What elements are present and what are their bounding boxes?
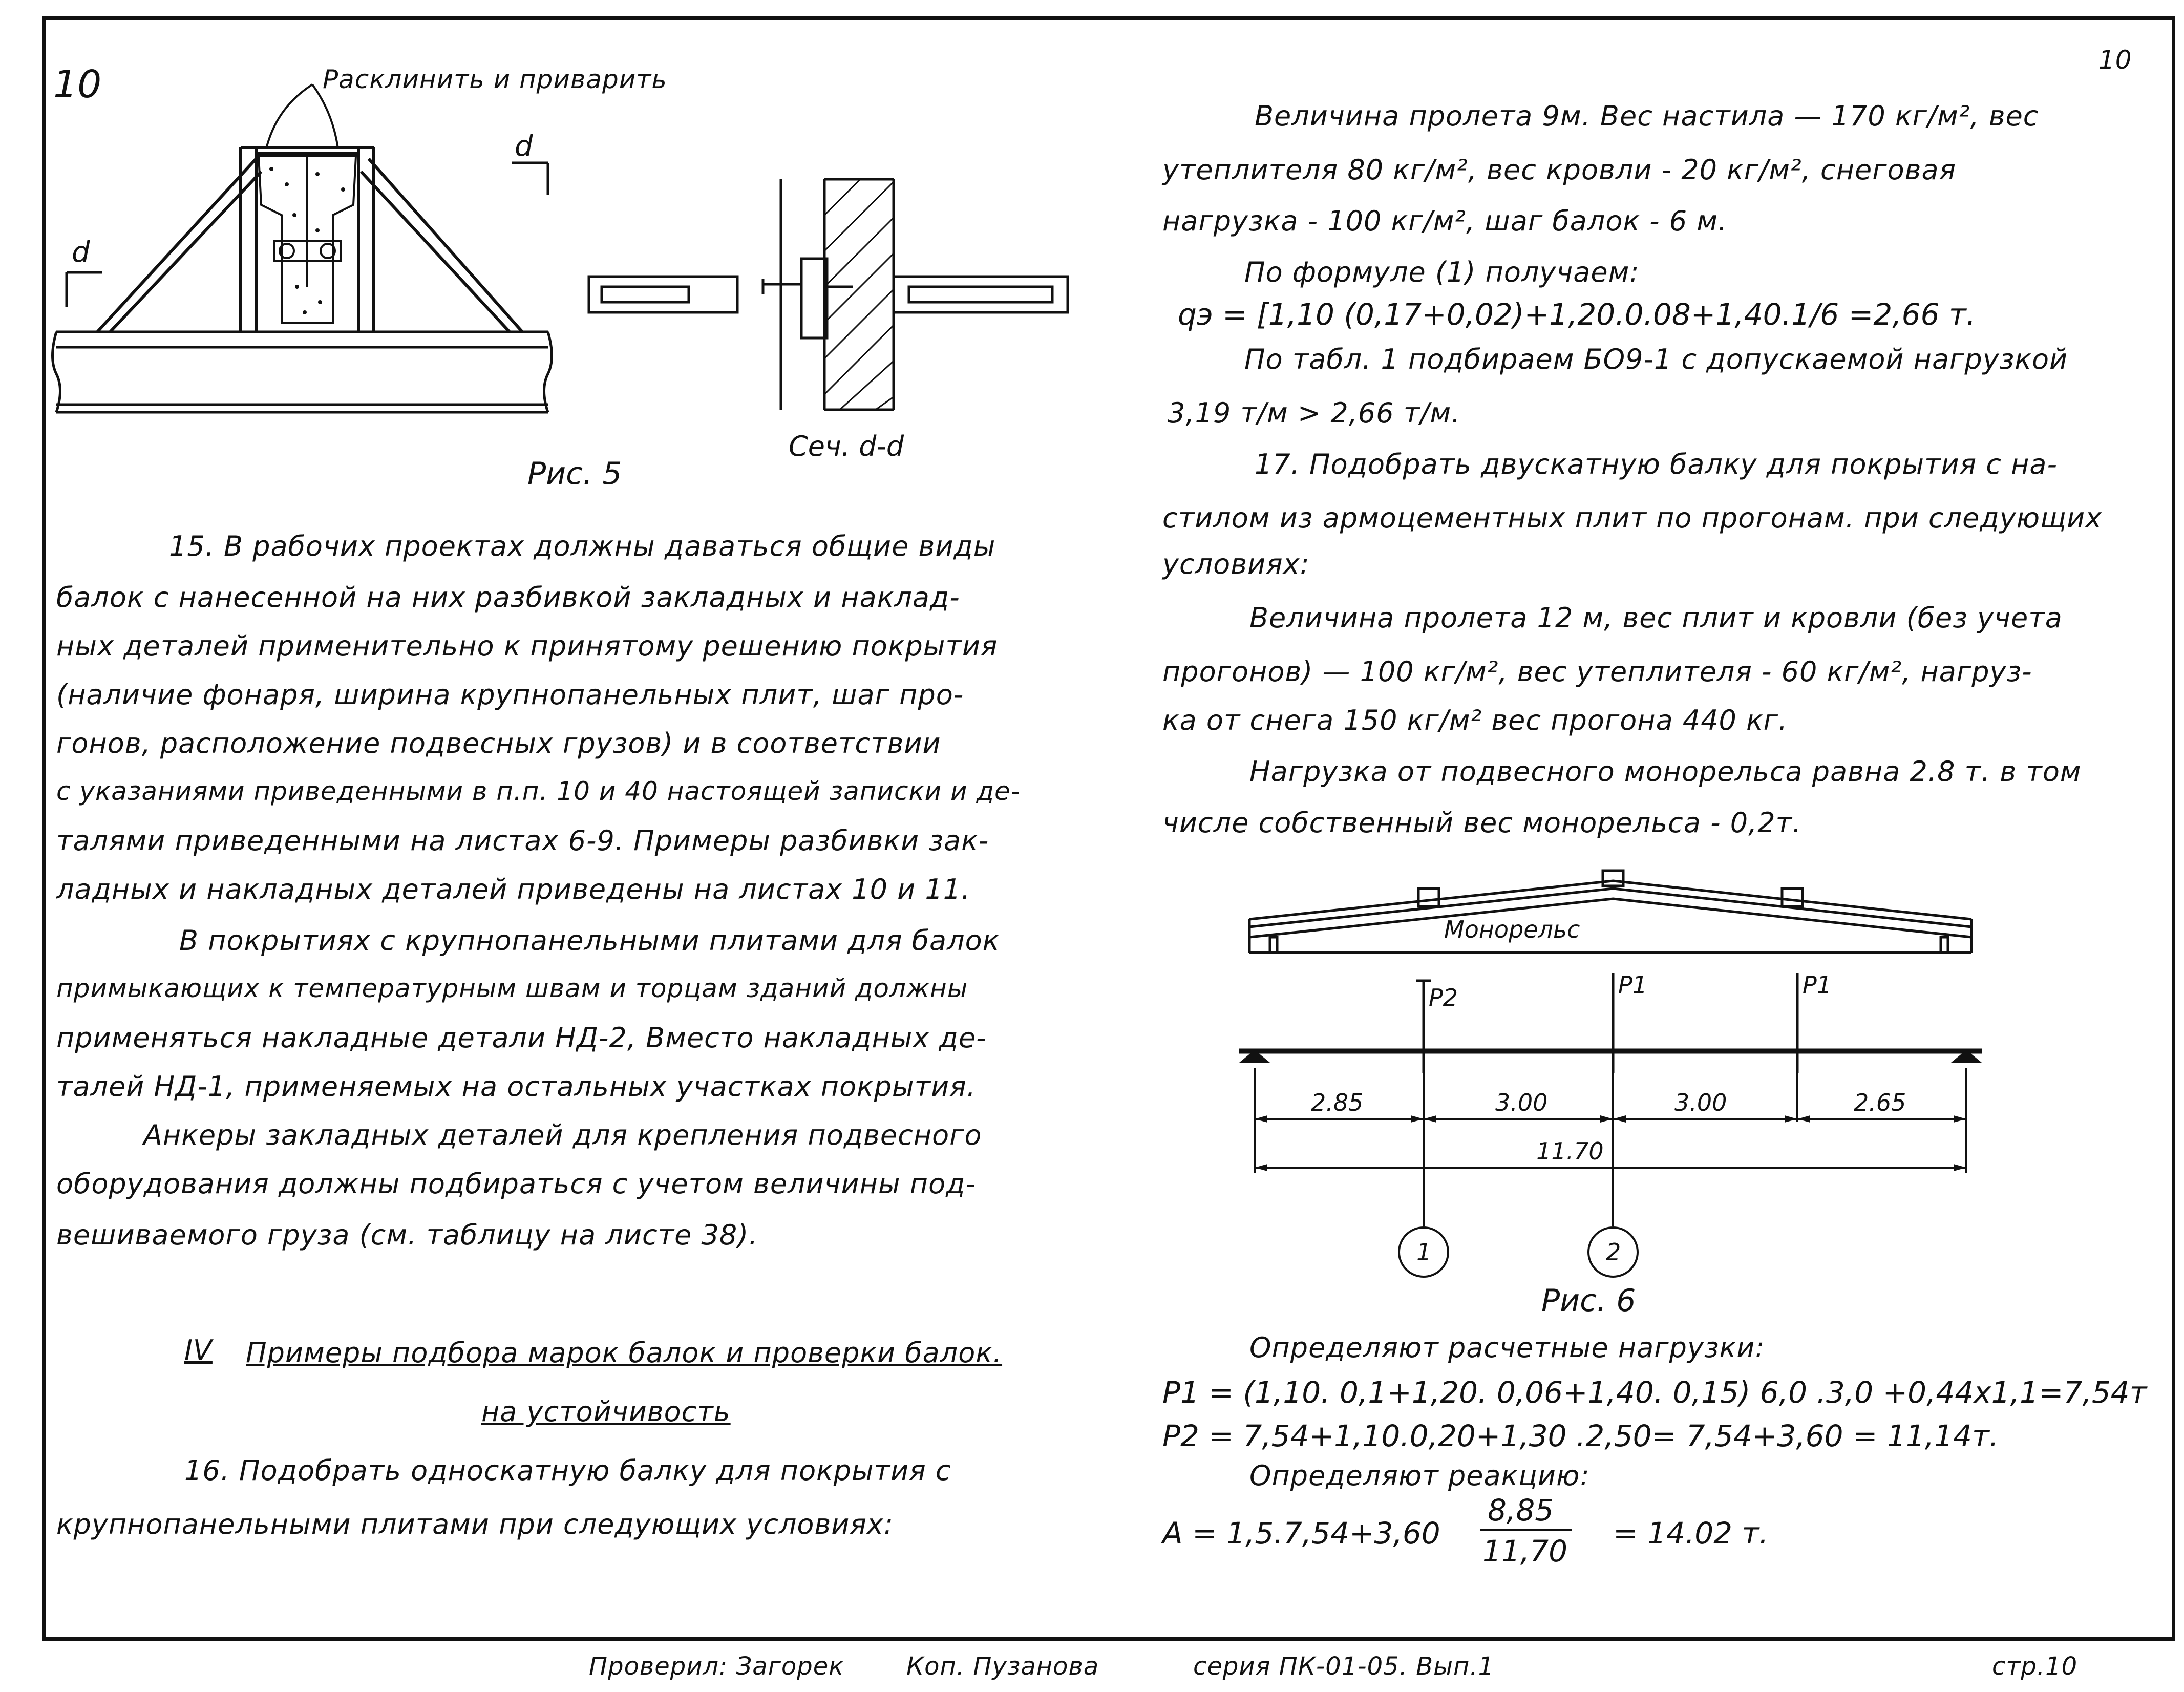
section-iv-title-2: на устойчивость bbox=[481, 1395, 731, 1428]
fig6-node-2: 2 bbox=[1606, 1238, 1621, 1266]
calc-p1: P1 = (1,10. 0,1+1,20. 0,06+1,40. 0,15) 6,0 .3,0 +0,44x1,1=7,54т bbox=[1162, 1375, 2147, 1410]
calc-a-numerator: 8,85 bbox=[1488, 1493, 1554, 1528]
left-line-15: вешиваемого груза (см. таблицу на листе 38). bbox=[56, 1219, 758, 1251]
section-dd-caption: Сеч. d-d bbox=[789, 430, 904, 462]
right-line-6: По табл. 1 подбираем БО9-1 с допускаемой нагрузкой bbox=[1244, 343, 2068, 375]
fig6-monorail-label: Монорельс bbox=[1444, 916, 1580, 943]
calc-a-denominator: 11,70 bbox=[1482, 1534, 1568, 1569]
left-line-10: примыкающих к температурным швам и торцам зданий должны bbox=[56, 974, 968, 1003]
right-line-14: Нагрузка от подвесного монорельса равна 2.8 т. в том bbox=[1249, 755, 2082, 788]
fig6-caption: Рис. 6 bbox=[1541, 1283, 1636, 1319]
right-line-15: числе собственный вес монорельса - 0,2т. bbox=[1162, 807, 1802, 839]
sheet-number-left: 10 bbox=[53, 62, 102, 107]
left-line-7: талями приведенными на листах 6-9. Примеры разбивки зак- bbox=[56, 824, 989, 857]
section-iv-title-1: Примеры подбора марок балок и проверки балок. bbox=[246, 1337, 1003, 1369]
fig6-load-p2: P2 bbox=[1429, 984, 1458, 1011]
calc-fraction-bar bbox=[1480, 1529, 1572, 1531]
fig6-dim-ticks bbox=[1255, 1115, 1966, 1171]
footer-page: стр.10 bbox=[1992, 1652, 2078, 1681]
item16-line-1: 16. Подобрать односкатную балку для покрытия с bbox=[184, 1454, 951, 1487]
fig5-cut-mark-right: d bbox=[515, 130, 534, 163]
left-line-9: В покрытиях с крупнопанельными плитами для балок bbox=[179, 924, 1000, 957]
calc-intro: Определяют расчетные нагрузки: bbox=[1249, 1331, 1765, 1364]
calc-reaction-intro: Определяют реакцию: bbox=[1249, 1460, 1590, 1492]
left-line-5: гонов, расположение подвесных грузов) и в соответствии bbox=[56, 727, 941, 759]
left-line-14: оборудования должны подбираться с учетом величины под- bbox=[56, 1168, 976, 1200]
fig6-dim-4: 2.65 bbox=[1854, 1089, 1906, 1116]
left-line-1: 15. В рабочих проектах должны даваться общие виды bbox=[169, 530, 996, 562]
fig6-node-1: 1 bbox=[1416, 1238, 1432, 1266]
fig6-load-p1a: P1 bbox=[1618, 971, 1648, 999]
right-formula-qe: qэ = [1,10 (0,17+0,02)+1,20.0.08+1,40.1/6 =2,66 т. bbox=[1178, 297, 1976, 332]
footer-kop: Коп. Пузанова bbox=[906, 1652, 1099, 1681]
right-line-13: ка от снега 150 кг/м² вес прогона 440 кг. bbox=[1162, 704, 1788, 736]
left-line-3: ных деталей применительно к принятому решению покрытия bbox=[56, 630, 998, 662]
right-line-8: 17. Подобрать двускатную балку для покрытия с на- bbox=[1255, 448, 2058, 480]
item16-line-2: крупнопанельными плитами при следующих условиях: bbox=[56, 1508, 894, 1540]
left-line-11: применяться накладные детали НД-2, Вместо накладных де- bbox=[56, 1022, 987, 1054]
section-iv-numeral: IV bbox=[184, 1334, 213, 1366]
sheet-number-right: 10 bbox=[2098, 45, 2132, 75]
fig6-dim-1: 2.85 bbox=[1311, 1089, 1364, 1116]
right-line-4: По формуле (1) получаем: bbox=[1244, 256, 1640, 288]
left-line-12: талей НД-1, применяемых на остальных участках покрытия. bbox=[56, 1070, 976, 1103]
footer-series: серия ПК-01-05. Вып.1 bbox=[1193, 1652, 1495, 1681]
left-line-2: балок с нанесенной на них разбивкой закладных и наклад- bbox=[56, 581, 960, 614]
left-line-4: (наличие фонаря, ширина крупнопанельных плит, шаг про- bbox=[56, 679, 964, 711]
calc-a-left: A = 1,5.7,54+3,60 bbox=[1162, 1516, 1440, 1551]
right-line-12: прогонов) — 100 кг/м², вес утеплителя - 60 кг/м², нагруз- bbox=[1162, 655, 2032, 688]
calc-a-result: = 14.02 т. bbox=[1613, 1516, 1769, 1551]
right-line-1: Величина пролета 9м. Вес настила — 170 кг/м², вес bbox=[1255, 100, 2039, 132]
fig6-dim-3: 3.00 bbox=[1674, 1089, 1727, 1116]
right-line-2: утеплителя 80 кг/м², вес кровли - 20 кг/м², снеговая bbox=[1162, 154, 1957, 186]
fig5-cut-mark-left: d bbox=[72, 236, 91, 269]
fig6-dim-total: 11.70 bbox=[1536, 1137, 1604, 1165]
left-line-13: Анкеры закладных деталей для крепления подвесного bbox=[143, 1119, 982, 1151]
fig6-beam bbox=[1239, 871, 1982, 1073]
right-line-9: стилом из армоцементных плит по прогонам. при следующих bbox=[1162, 502, 2103, 534]
left-line-6: с указаниями приведенными в п.п. 10 и 40 настоящей записки и де- bbox=[56, 776, 1021, 806]
right-line-3: нагрузка - 100 кг/м², шаг балок - 6 м. bbox=[1162, 205, 1728, 237]
fig5-caption: Рис. 5 bbox=[527, 456, 622, 492]
fig6-dim-2: 3.00 bbox=[1495, 1089, 1548, 1116]
right-line-7: 3,19 т/м > 2,66 т/м. bbox=[1168, 397, 1461, 429]
fig6-load-p1b: P1 bbox=[1803, 971, 1832, 999]
fig5-note: Расклинить и приварить bbox=[323, 65, 667, 94]
right-line-10: условиях: bbox=[1162, 548, 1310, 580]
right-line-11: Величина пролета 12 м, вес плит и кровли (без учета bbox=[1249, 602, 2063, 634]
left-line-8: ладных и накладных деталей приведены на листах 10 и 11. bbox=[56, 873, 971, 905]
footer-checked: Проверил: Загорек bbox=[589, 1652, 844, 1681]
calc-p2: P2 = 7,54+1,10.0,20+1,30 .2,50= 7,54+3,60 = 11,14т. bbox=[1162, 1419, 1999, 1453]
